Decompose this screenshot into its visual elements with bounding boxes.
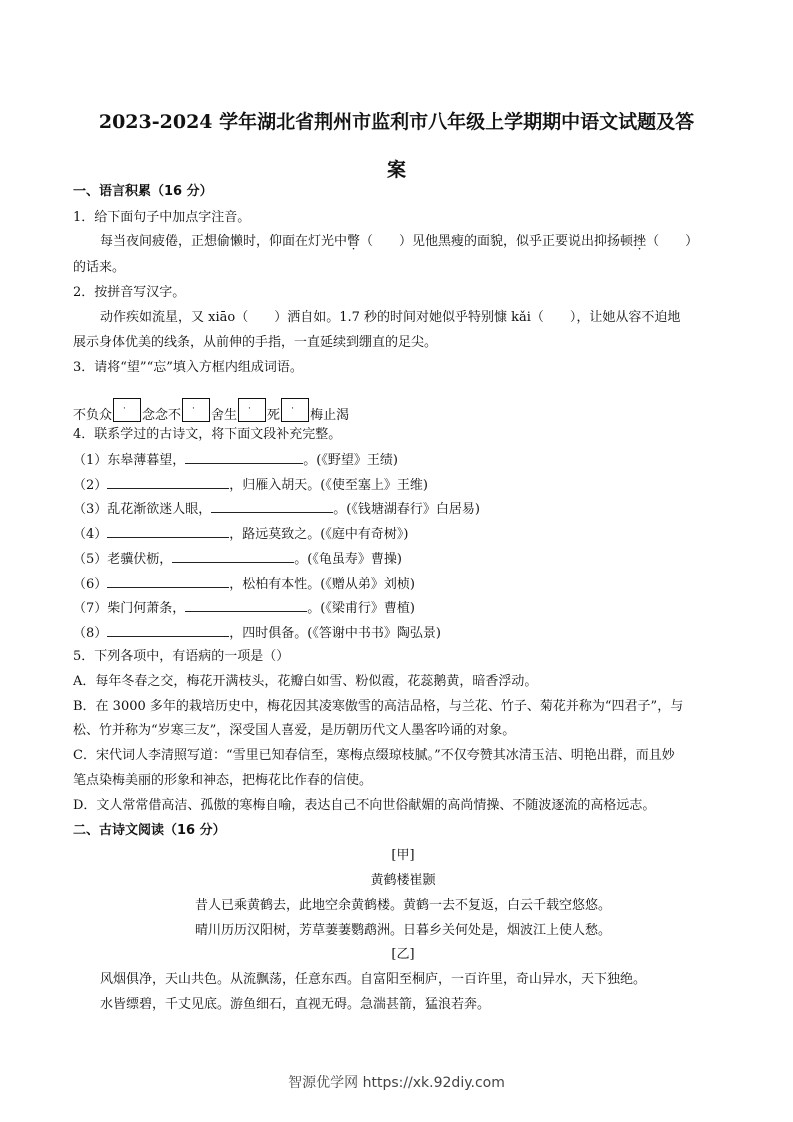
- q2-prompt: 2．按拼音写汉字。: [73, 285, 186, 300]
- q4-item: （1）东皋薄暮望， 。(《野望》王绩): [73, 450, 733, 470]
- q3-words: 不负众 · 念念不 · 舍生 · 死 · 梅止渴: [73, 398, 733, 428]
- passage-yi-line-2: 水皆缥碧，千丈见底。游鱼细石，直视无碍。急湍甚箭，猛浪若奔。: [100, 997, 491, 1012]
- fill-blank[interactable]: [185, 450, 303, 464]
- q4-item: （4） ，路远莫致之。(《庭中有奇树》): [73, 524, 733, 544]
- section-heading-1: 一、语言积累（16 分）: [73, 184, 213, 199]
- q4-item: （8） ，四时俱备。(《答谢中书书》陶弘景): [73, 623, 733, 643]
- q4-prompt: 4．联系学过的古诗文，将下面文段补充完整。: [73, 427, 342, 442]
- answer-box[interactable]: ·: [182, 398, 210, 422]
- fill-blank[interactable]: [107, 524, 229, 538]
- q2-line-2: 展示身体优美的线条，从前伸的手指，一直延续到绷直的足尖。: [73, 335, 438, 350]
- q2-line-1: 动作疾如流星，又 xiāo（ ）洒自如。1.7 秒的时间对她似乎特别慷 kǎi（ ），让她从容不迫地: [100, 310, 681, 325]
- document-title: [60, 98, 733, 194]
- fill-blank[interactable]: [107, 574, 229, 588]
- fill-blank[interactable]: [172, 549, 294, 563]
- q4-item: （7）柴门何萧条， 。(《梁甫行》曹植): [73, 598, 733, 618]
- poem-line-2: 晴川历历汉阳树，芳草萋萋鹦鹉洲。日暮乡关何处是，烟波江上使人愁。: [194, 923, 611, 938]
- q1-prompt: 1．给下面句子中加点字注音。: [73, 210, 251, 225]
- q5-option-b-line-1: B．在 3000 多年的栽培历史中，梅花因其凌寒傲雪的高洁品格，与兰花、竹子、菊花并称为“四君子”，与: [73, 699, 684, 714]
- answer-box[interactable]: ·: [238, 398, 266, 422]
- q5-option-c-line-1: C．宋代词人李清照写道：“雪里已知春信至，寒梅点缀琼枝腻。”不仅夸赞其冰清玉洁、明艳出群，而且妙: [73, 748, 675, 763]
- fill-blank[interactable]: [185, 598, 307, 612]
- poem-line-1: 昔人已乘黄鹤去，此地空余黄鹤楼。黄鹤一去不复返，白云千载空悠悠。: [194, 898, 611, 913]
- dotted-char: 瞥: [347, 234, 361, 249]
- dotted-char: 挫: [633, 234, 647, 249]
- answer-box[interactable]: ·: [113, 398, 141, 422]
- q5-option-c-line-2: 笔点染梅美丽的形象和神态，把梅花比作春的信使。: [73, 773, 373, 788]
- fill-blank[interactable]: [107, 475, 229, 489]
- q1-sentence-end: 的话来。: [73, 260, 126, 275]
- passage-label-jia: [甲]: [391, 848, 415, 863]
- q4-item: （5）老骥伏枥， 。(《龟虽寿》曹操): [73, 549, 733, 569]
- q5-option-a: A．每年冬春之交，梅花开满枝头，花瓣白如雪、粉似霞，花蕊鹅黄，暗香浮动。: [73, 674, 538, 689]
- q4-item: （3）乱花渐欲迷人眼， 。(《钱塘湖春行》白居易): [73, 499, 733, 519]
- q5-prompt: 5．下列各项中，有语病的一项是（）: [73, 649, 290, 664]
- title-line-2: 案: [386, 159, 406, 181]
- footer-watermark: 智源优学网 https://xk.92diy.com: [288, 1075, 505, 1091]
- answer-box[interactable]: ·: [281, 398, 309, 422]
- fill-blank[interactable]: [107, 623, 229, 637]
- q4-item: （6） ，松柏有本性。(《赠从弟》刘桢): [73, 574, 733, 594]
- q5-option-d: D．文人常常借高洁、孤傲的寒梅自喻，表达自己不向世俗献媚的高尚情操、不随波逐流的高格远志。: [73, 798, 656, 813]
- section-heading-2: 二、古诗文阅读（16 分）: [73, 823, 226, 838]
- passage-yi-line-1: 风烟俱净，天山共色。从流飘荡，任意东西。自富阳至桐庐，一百许里，奇山异水，天下独绝。: [100, 972, 647, 987]
- passage-label-yi: [乙]: [391, 947, 415, 962]
- q3-prompt: 3．请将“望”“忘”填入方框内组成词语。: [73, 360, 303, 375]
- q1-sentence: 每当夜间疲倦，正想偷懒时，仰面在灯光中瞥（ ）见他黑瘦的面貌，似乎正要说出抑扬顿挫（ ）: [100, 234, 699, 249]
- poem-title: 黄鹤楼崔颢: [370, 873, 436, 888]
- q4-item: （2） ，归雁入胡天。(《使至塞上》王维): [73, 475, 733, 495]
- fill-blank[interactable]: [211, 499, 333, 513]
- q5-option-b-line-2: 松、竹并称为“岁寒三友”，深受国人喜爱，是历朝历代文人墨客吟诵的对象。: [73, 723, 516, 738]
- title-line-1: 2023-2024 学年湖北省荆州市监利市八年级上学期期中语文试题及答: [98, 111, 695, 133]
